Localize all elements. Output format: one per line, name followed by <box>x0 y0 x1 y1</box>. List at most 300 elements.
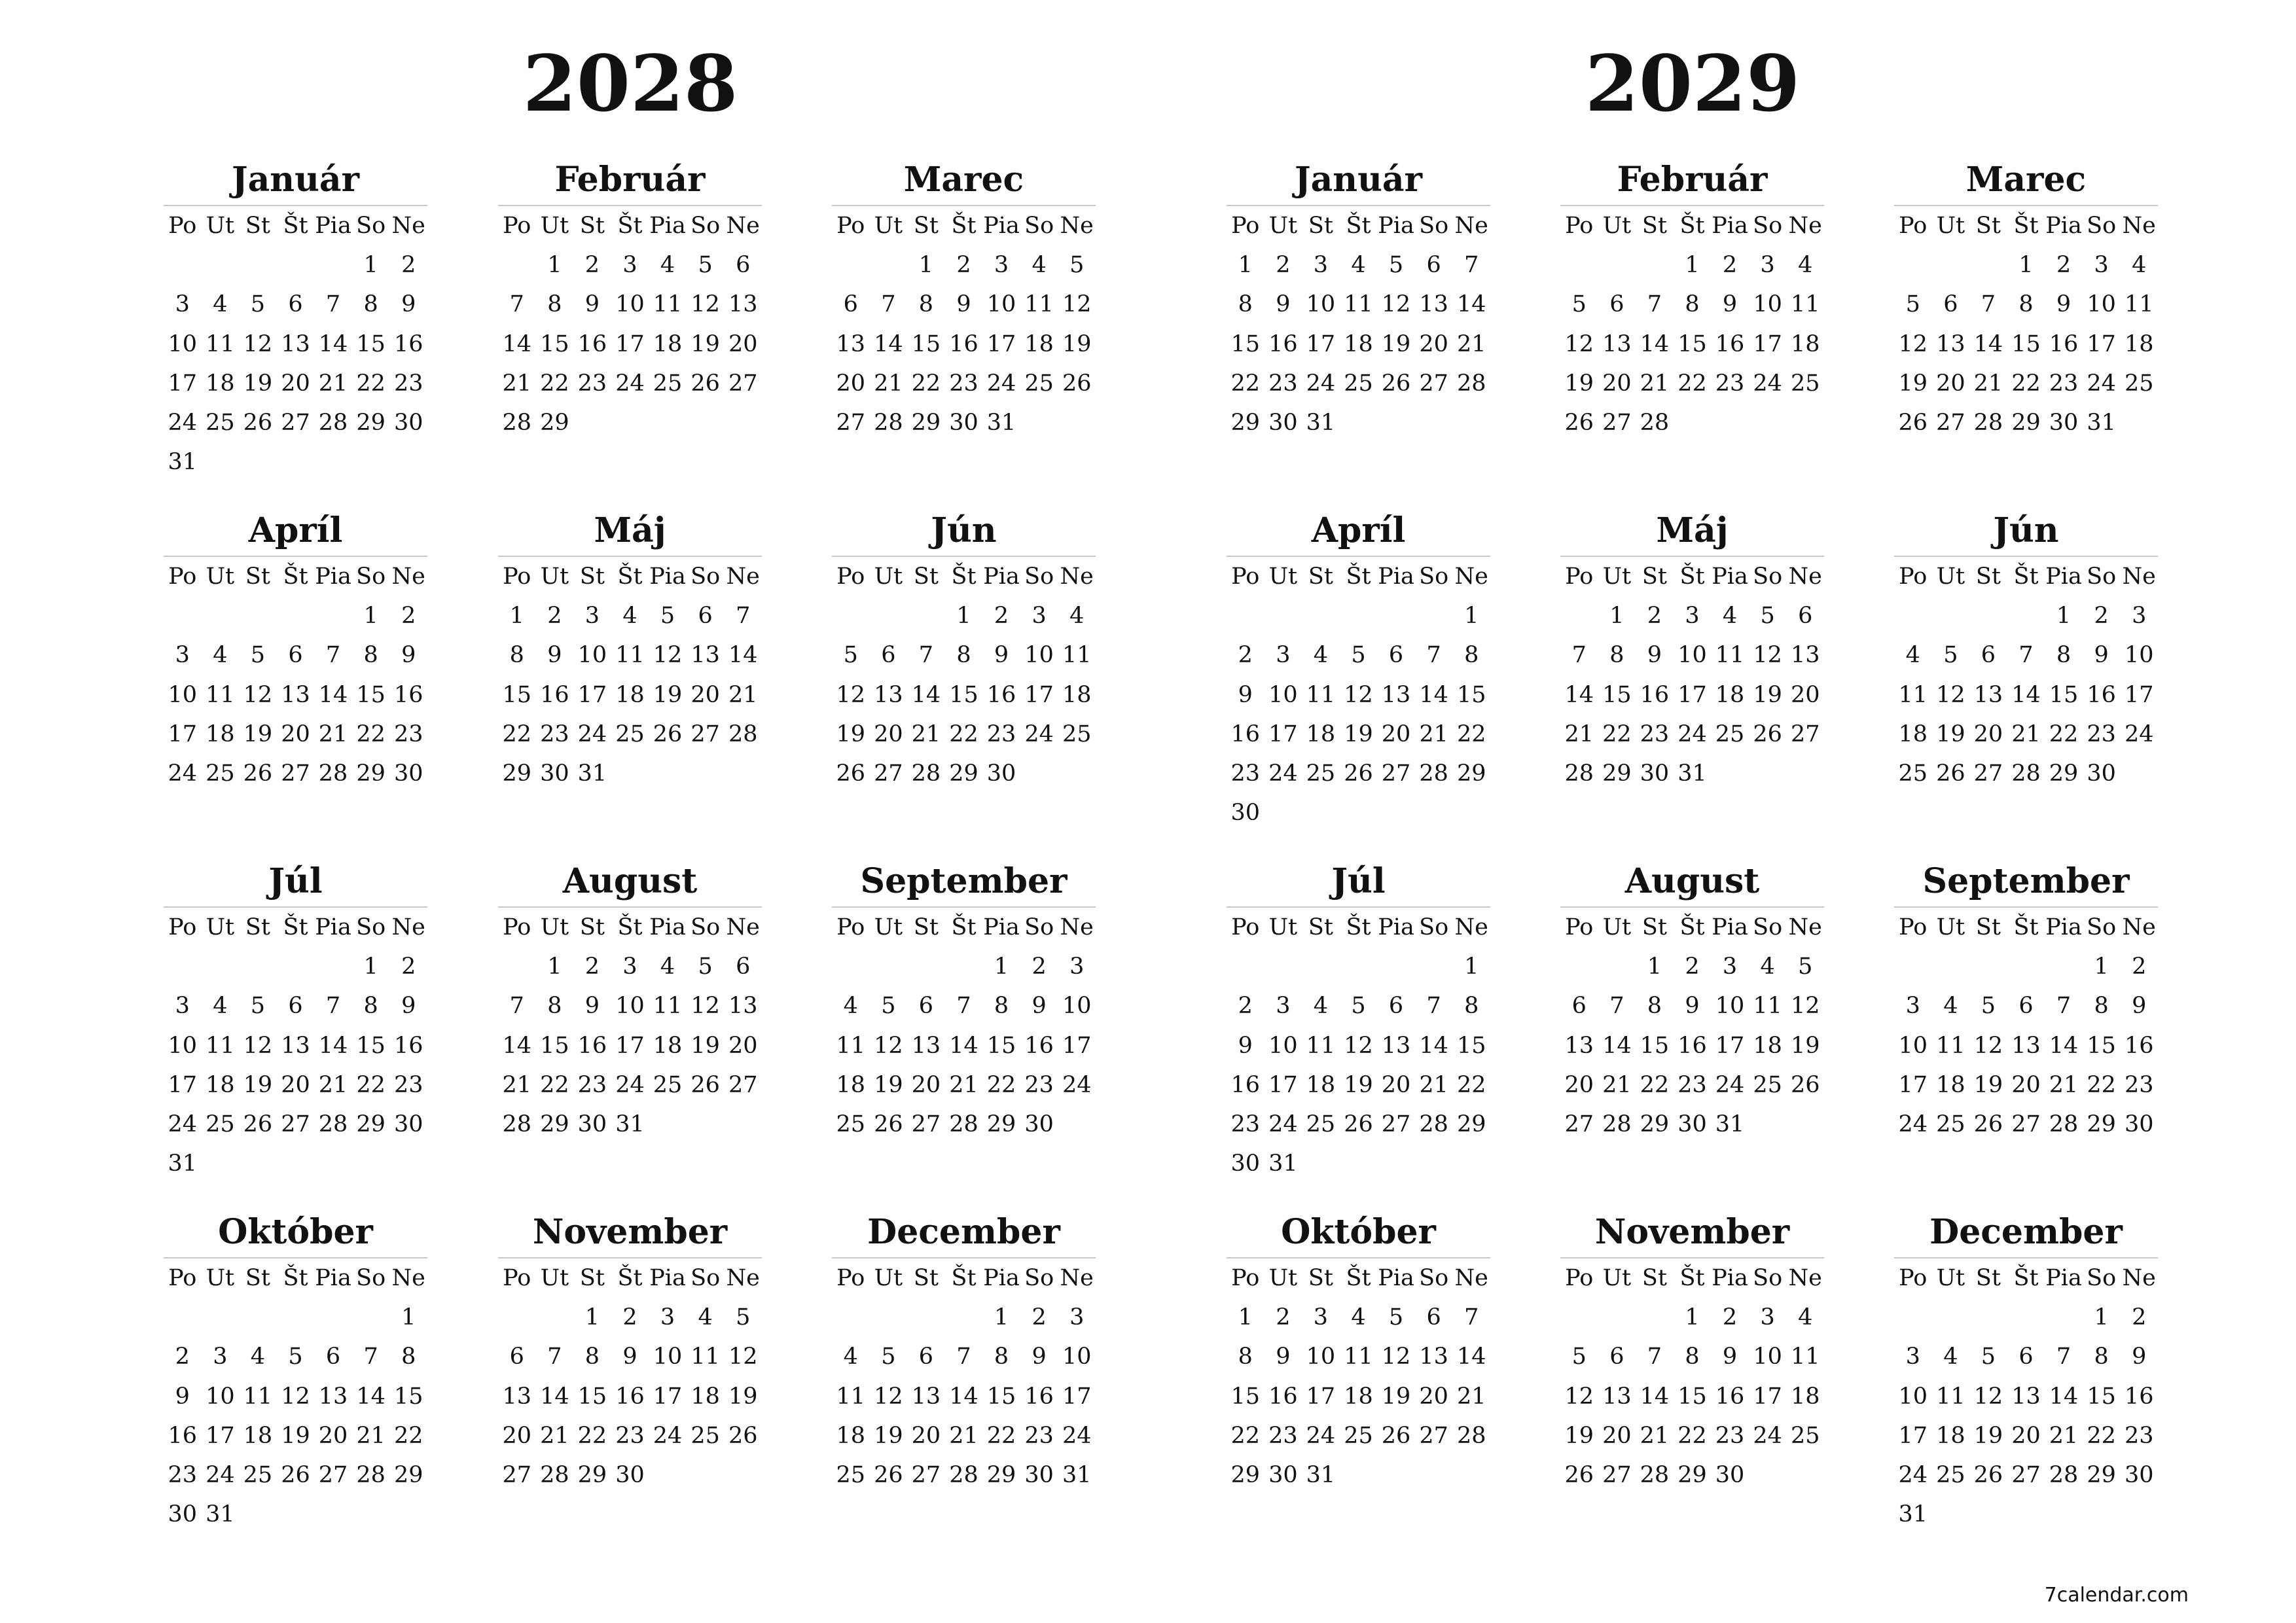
day-cell: 4 <box>213 993 228 1020</box>
day-cell: 22 <box>2049 721 2079 747</box>
day-cell-empty <box>1894 947 1932 986</box>
day-cell: 16 <box>577 1032 607 1059</box>
day-cell-empty <box>1560 947 1598 986</box>
day-cell: 1 <box>2094 1304 2109 1330</box>
day-cell: 29 <box>1456 760 1486 787</box>
day-cell-empty <box>1598 245 1636 285</box>
day-cell-empty <box>1302 596 1340 635</box>
weekday-header <box>164 908 427 947</box>
day-cell: 2 <box>584 252 600 278</box>
day-grid <box>1560 596 1824 793</box>
day-cell: 16 <box>2087 681 2116 708</box>
day-cell: 7 <box>547 1344 562 1370</box>
day-cell: 29 <box>540 410 569 437</box>
day-cell: 16 <box>615 1383 645 1410</box>
day-cell-empty <box>277 596 315 635</box>
day-cell: 13 <box>281 681 310 708</box>
weekday-label: Pia <box>649 1265 686 1291</box>
weekday-label: Pia <box>983 914 1020 940</box>
day-cell-empty <box>1340 947 1378 986</box>
day-cell: 6 <box>1981 642 1996 669</box>
day-cell: 23 <box>1715 1422 1745 1449</box>
day-cell: 1 <box>1647 954 1662 980</box>
weekday-label: Ut <box>206 213 235 239</box>
day-cell: 23 <box>1677 1071 1707 1098</box>
day-cell: 29 <box>356 1111 386 1138</box>
day-cell-empty <box>314 245 352 285</box>
day-cell: 29 <box>2087 1462 2116 1489</box>
day-cell: 14 <box>318 681 348 708</box>
weekday-label: St <box>1975 563 2001 590</box>
day-cell: 31 <box>1062 1462 1092 1489</box>
day-cell: 14 <box>874 330 903 357</box>
day-cell: 12 <box>1973 1383 2003 1410</box>
day-cell: 13 <box>1381 1032 1411 1059</box>
day-cell: 10 <box>168 681 198 708</box>
weekday-label: Ut <box>1602 1265 1632 1291</box>
day-cell: 2 <box>2094 603 2109 629</box>
day-cell: 15 <box>2011 330 2041 357</box>
day-cell: 21 <box>1602 1071 1632 1098</box>
month-2028-11 <box>498 1213 762 1495</box>
day-cell: 1 <box>584 1304 600 1330</box>
day-cell-empty <box>1969 596 2007 635</box>
weekday-label: Pia <box>2045 914 2082 940</box>
day-cell: 11 <box>615 642 645 669</box>
weekday-label: Po <box>503 914 531 940</box>
day-cell: 10 <box>615 993 645 1020</box>
day-cell: 11 <box>1344 1344 1373 1370</box>
day-cell: 26 <box>243 1111 273 1138</box>
day-cell: 22 <box>986 1071 1016 1098</box>
day-cell: 20 <box>1419 330 1448 357</box>
day-cell: 5 <box>250 291 266 318</box>
weekday-label: Št <box>283 914 308 940</box>
month-name: September <box>832 862 1096 908</box>
day-cell: 9 <box>401 291 416 318</box>
day-cell: 27 <box>836 410 866 437</box>
day-cell: 25 <box>836 1111 866 1138</box>
day-cell: 28 <box>540 1462 569 1489</box>
weekday-label: Po <box>1899 914 1928 940</box>
day-cell: 26 <box>1973 1462 2003 1489</box>
day-cell: 8 <box>401 1344 416 1370</box>
day-cell: 12 <box>1381 291 1411 318</box>
day-cell: 8 <box>1464 642 1479 669</box>
day-cell: 28 <box>1564 760 1594 787</box>
day-cell: 25 <box>206 410 235 437</box>
day-cell: 27 <box>728 370 758 397</box>
day-cell: 19 <box>691 1032 720 1059</box>
weekday-label: St <box>245 914 270 940</box>
day-cell: 22 <box>2011 370 2041 397</box>
day-cell: 7 <box>509 993 524 1020</box>
day-cell: 19 <box>691 330 720 357</box>
day-cell: 28 <box>949 1462 978 1489</box>
day-cell: 14 <box>502 1032 532 1059</box>
day-cell: 19 <box>1344 721 1373 747</box>
day-cell: 26 <box>1753 721 1782 747</box>
day-cell: 9 <box>1238 1032 1253 1059</box>
day-cell: 16 <box>1024 1383 1054 1410</box>
weekday-header <box>1560 557 1824 596</box>
day-cell: 12 <box>1973 1032 2003 1059</box>
day-cell: 7 <box>918 642 934 669</box>
day-cell: 18 <box>2124 330 2154 357</box>
day-cell: 6 <box>288 993 303 1020</box>
day-cell: 18 <box>1344 330 1373 357</box>
day-cell: 24 <box>1268 760 1298 787</box>
day-cell: 19 <box>1381 330 1411 357</box>
day-cell: 29 <box>911 410 941 437</box>
day-cell: 20 <box>874 721 903 747</box>
weekday-label: Po <box>1231 213 1260 239</box>
day-cell: 6 <box>2018 1344 2034 1370</box>
day-grid <box>832 596 1096 793</box>
day-cell-empty <box>202 1298 240 1337</box>
day-cell-empty <box>1415 947 1453 986</box>
day-cell: 30 <box>986 760 1016 787</box>
day-cell: 6 <box>509 1344 524 1370</box>
day-cell-empty <box>1227 596 1265 635</box>
day-cell: 26 <box>1564 1462 1594 1489</box>
day-cell: 4 <box>843 1344 858 1370</box>
day-cell: 23 <box>2124 1422 2154 1449</box>
day-cell: 30 <box>1230 800 1261 827</box>
day-cell: 31 <box>1677 760 1707 787</box>
day-cell: 12 <box>874 1383 903 1410</box>
day-cell: 15 <box>393 1383 423 1410</box>
day-cell: 13 <box>1564 1032 1594 1059</box>
day-cell-empty <box>945 1298 983 1337</box>
day-cell: 30 <box>1640 760 1670 787</box>
day-cell: 20 <box>502 1422 532 1449</box>
day-cell: 31 <box>206 1501 235 1528</box>
day-cell: 2 <box>584 954 600 980</box>
day-cell-empty <box>1560 245 1598 285</box>
weekday-label: Ne <box>1788 914 1822 940</box>
day-cell: 15 <box>986 1032 1016 1059</box>
month-name: Február <box>498 160 762 206</box>
day-cell: 31 <box>2087 410 2116 437</box>
day-cell: 3 <box>1760 1304 1775 1330</box>
day-cell: 27 <box>1602 1462 1632 1489</box>
day-cell: 19 <box>728 1383 758 1410</box>
day-cell-empty <box>164 947 202 986</box>
day-cell-empty <box>832 245 870 285</box>
day-cell: 12 <box>1564 1383 1594 1410</box>
day-cell: 20 <box>281 370 310 397</box>
day-cell: 13 <box>911 1383 941 1410</box>
day-cell: 25 <box>1753 1071 1782 1098</box>
weekday-label: Št <box>617 914 643 940</box>
day-cell: 18 <box>1306 721 1336 747</box>
day-cell: 10 <box>577 642 607 669</box>
day-cell: 28 <box>911 760 941 787</box>
day-cell: 9 <box>584 291 600 318</box>
weekday-label: Št <box>1679 1265 1705 1291</box>
weekday-label: Po <box>168 1265 197 1291</box>
day-grid <box>498 245 762 442</box>
day-cell: 31 <box>168 1150 198 1177</box>
day-cell-empty <box>2045 1298 2083 1337</box>
day-cell: 15 <box>1230 330 1261 357</box>
day-cell: 28 <box>2049 1111 2079 1138</box>
day-cell: 11 <box>1062 642 1092 669</box>
day-cell: 5 <box>843 642 858 669</box>
day-cell: 13 <box>281 330 310 357</box>
day-cell: 18 <box>1024 330 1054 357</box>
day-cell: 3 <box>660 1304 675 1330</box>
day-cell: 3 <box>2094 252 2109 278</box>
day-grid <box>1560 947 1824 1144</box>
weekday-label: Ut <box>1936 213 1965 239</box>
day-cell: 17 <box>1268 721 1298 747</box>
day-cell: 1 <box>401 1304 416 1330</box>
day-cell: 11 <box>836 1032 866 1059</box>
day-cell: 30 <box>393 760 423 787</box>
day-cell: 28 <box>1456 370 1486 397</box>
day-cell: 10 <box>1898 1383 1928 1410</box>
day-cell: 7 <box>1647 291 1662 318</box>
day-cell: 2 <box>994 603 1009 629</box>
day-cell: 4 <box>213 642 228 669</box>
weekday-label: Št <box>617 563 643 590</box>
day-cell: 26 <box>691 1071 720 1098</box>
day-cell-empty <box>1932 1298 1970 1337</box>
day-cell: 15 <box>1602 681 1632 708</box>
day-cell: 24 <box>1062 1422 1092 1449</box>
day-cell: 25 <box>243 1462 273 1489</box>
day-cell: 16 <box>1268 1383 1298 1410</box>
day-cell: 15 <box>2087 1383 2116 1410</box>
day-cell-empty <box>498 947 536 986</box>
day-cell: 15 <box>2049 681 2079 708</box>
day-cell: 13 <box>1936 330 1965 357</box>
day-cell: 5 <box>288 1344 303 1370</box>
day-grid <box>832 1298 1096 1495</box>
day-cell-empty <box>1415 596 1453 635</box>
day-cell: 29 <box>1640 1111 1670 1138</box>
day-cell: 30 <box>393 1111 423 1138</box>
weekday-label: St <box>913 213 939 239</box>
day-cell: 21 <box>1419 1071 1448 1098</box>
weekday-label: Pia <box>1712 563 1748 590</box>
weekday-label: Ne <box>1060 1265 1094 1291</box>
month-name: Január <box>164 160 427 206</box>
day-cell: 10 <box>986 291 1016 318</box>
day-cell: 15 <box>356 681 386 708</box>
weekday-label: Ne <box>2122 563 2156 590</box>
day-cell: 22 <box>1456 721 1486 747</box>
weekday-label: Ut <box>540 213 569 239</box>
day-cell: 29 <box>1677 1462 1707 1489</box>
day-cell: 25 <box>691 1422 720 1449</box>
day-cell: 11 <box>1936 1032 1965 1059</box>
day-cell-empty <box>498 245 536 285</box>
weekday-header <box>1227 1258 1490 1298</box>
month-2028-2 <box>498 160 762 442</box>
day-cell: 1 <box>547 954 562 980</box>
day-cell: 10 <box>1753 1344 1782 1370</box>
weekday-label: Ne <box>1788 213 1822 239</box>
day-cell: 12 <box>243 330 273 357</box>
day-cell: 30 <box>2124 1111 2154 1138</box>
day-cell-empty <box>1932 245 1970 285</box>
day-cell: 14 <box>1640 330 1670 357</box>
weekday-label: Pia <box>315 213 351 239</box>
day-cell: 9 <box>994 642 1009 669</box>
year-title-2028: 2028 <box>522 38 738 129</box>
day-cell: 17 <box>1898 1422 1928 1449</box>
weekday-header <box>1894 908 2158 947</box>
day-cell: 18 <box>206 721 235 747</box>
day-cell: 3 <box>1760 252 1775 278</box>
day-cell: 15 <box>356 330 386 357</box>
day-cell: 11 <box>206 681 235 708</box>
weekday-label: Po <box>1231 914 1260 940</box>
day-cell: 5 <box>736 1304 751 1330</box>
weekday-label: Pia <box>1378 914 1414 940</box>
day-cell: 21 <box>1456 330 1486 357</box>
day-cell: 2 <box>2132 1304 2147 1330</box>
day-cell: 4 <box>1351 252 1366 278</box>
weekday-label: Po <box>1899 563 1928 590</box>
day-cell: 12 <box>1344 681 1373 708</box>
day-cell: 24 <box>1753 1422 1782 1449</box>
weekday-label: Po <box>1231 1265 1260 1291</box>
weekday-label: Ut <box>206 1265 235 1291</box>
day-cell: 2 <box>1276 252 1291 278</box>
day-cell: 6 <box>1388 642 1404 669</box>
day-cell: 24 <box>1677 721 1707 747</box>
day-cell: 28 <box>356 1462 386 1489</box>
weekday-label: Pia <box>2045 1265 2082 1291</box>
day-cell: 8 <box>2094 1344 2109 1370</box>
day-cell: 26 <box>1062 370 1092 397</box>
weekday-label: Ut <box>540 1265 569 1291</box>
weekday-header <box>498 908 762 947</box>
month-name: August <box>1560 862 1824 908</box>
day-cell: 26 <box>728 1422 758 1449</box>
weekday-label: St <box>579 213 605 239</box>
day-cell: 18 <box>1898 721 1928 747</box>
weekday-label: St <box>1641 213 1667 239</box>
month-name: Február <box>1560 160 1824 206</box>
month-name: Marec <box>1894 160 2158 206</box>
day-cell: 6 <box>1943 291 1958 318</box>
day-cell: 7 <box>325 993 341 1020</box>
weekday-label: Št <box>283 213 308 239</box>
day-cell: 31 <box>1268 1150 1298 1177</box>
weekday-label: St <box>1975 1265 2001 1291</box>
day-grid <box>498 596 762 793</box>
day-cell: 27 <box>1564 1111 1594 1138</box>
day-cell: 20 <box>691 681 720 708</box>
weekday-label: So <box>1024 213 1054 239</box>
day-cell: 16 <box>540 681 569 708</box>
day-cell: 8 <box>1238 1344 1253 1370</box>
day-cell: 19 <box>1381 1383 1411 1410</box>
day-cell-empty <box>239 245 277 285</box>
day-cell: 18 <box>1753 1032 1782 1059</box>
day-cell: 12 <box>691 993 720 1020</box>
day-cell: 13 <box>1419 291 1448 318</box>
weekday-label: So <box>356 213 386 239</box>
day-cell: 25 <box>1306 1111 1336 1138</box>
day-cell: 23 <box>1268 370 1298 397</box>
month-name: Apríl <box>1227 511 1490 557</box>
day-cell: 28 <box>1640 410 1670 437</box>
weekday-label: Pia <box>1712 213 1748 239</box>
day-cell-empty <box>1932 596 1970 635</box>
weekday-label: St <box>579 914 605 940</box>
day-cell: 5 <box>1351 993 1366 1020</box>
weekday-label: So <box>1024 563 1054 590</box>
day-cell: 28 <box>502 410 532 437</box>
month-2028-8 <box>498 862 762 1144</box>
day-cell: 2 <box>1031 954 1047 980</box>
day-cell-empty <box>314 947 352 986</box>
weekday-label: Ne <box>391 914 425 940</box>
day-cell: 15 <box>356 1032 386 1059</box>
weekday-label: Pia <box>1378 1265 1414 1291</box>
weekday-label: So <box>2087 213 2117 239</box>
day-cell: 11 <box>1790 1344 1820 1370</box>
month-2028-9 <box>832 862 1096 1144</box>
day-cell: 22 <box>540 1071 569 1098</box>
day-cell: 13 <box>1381 681 1411 708</box>
day-cell: 3 <box>1313 1304 1329 1330</box>
day-cell: 19 <box>653 681 683 708</box>
day-cell-empty <box>239 596 277 635</box>
day-cell: 24 <box>1898 1111 1928 1138</box>
day-cell: 3 <box>584 603 600 629</box>
day-cell: 22 <box>577 1422 607 1449</box>
weekday-label: Ne <box>1454 1265 1488 1291</box>
day-cell-empty <box>314 596 352 635</box>
day-cell: 27 <box>2011 1462 2041 1489</box>
day-cell: 4 <box>1031 252 1047 278</box>
day-cell: 3 <box>175 642 190 669</box>
day-cell: 4 <box>1798 252 1813 278</box>
day-cell: 17 <box>986 330 1016 357</box>
day-cell: 3 <box>1905 1344 1920 1370</box>
weekday-label: St <box>1641 563 1667 590</box>
weekday-label: So <box>2087 563 2117 590</box>
weekday-label: So <box>356 1265 386 1291</box>
day-cell: 30 <box>168 1501 198 1528</box>
day-cell: 8 <box>1464 993 1479 1020</box>
weekday-header <box>164 557 427 596</box>
day-cell: 27 <box>1936 410 1965 437</box>
day-grid <box>1227 1298 1490 1495</box>
day-cell: 19 <box>1062 330 1092 357</box>
day-cell: 11 <box>836 1383 866 1410</box>
day-cell: 23 <box>2124 1071 2154 1098</box>
day-cell: 23 <box>1024 1422 1054 1449</box>
weekday-label: Pia <box>649 213 686 239</box>
day-cell-empty <box>1894 245 1932 285</box>
weekday-label: Po <box>503 563 531 590</box>
day-cell: 19 <box>1753 681 1782 708</box>
day-cell-empty <box>164 1298 202 1337</box>
weekday-label: Ut <box>1268 563 1298 590</box>
day-cell: 19 <box>243 370 273 397</box>
day-cell: 11 <box>1898 681 1928 708</box>
day-cell: 12 <box>243 1032 273 1059</box>
month-2029-4 <box>1227 511 1490 833</box>
